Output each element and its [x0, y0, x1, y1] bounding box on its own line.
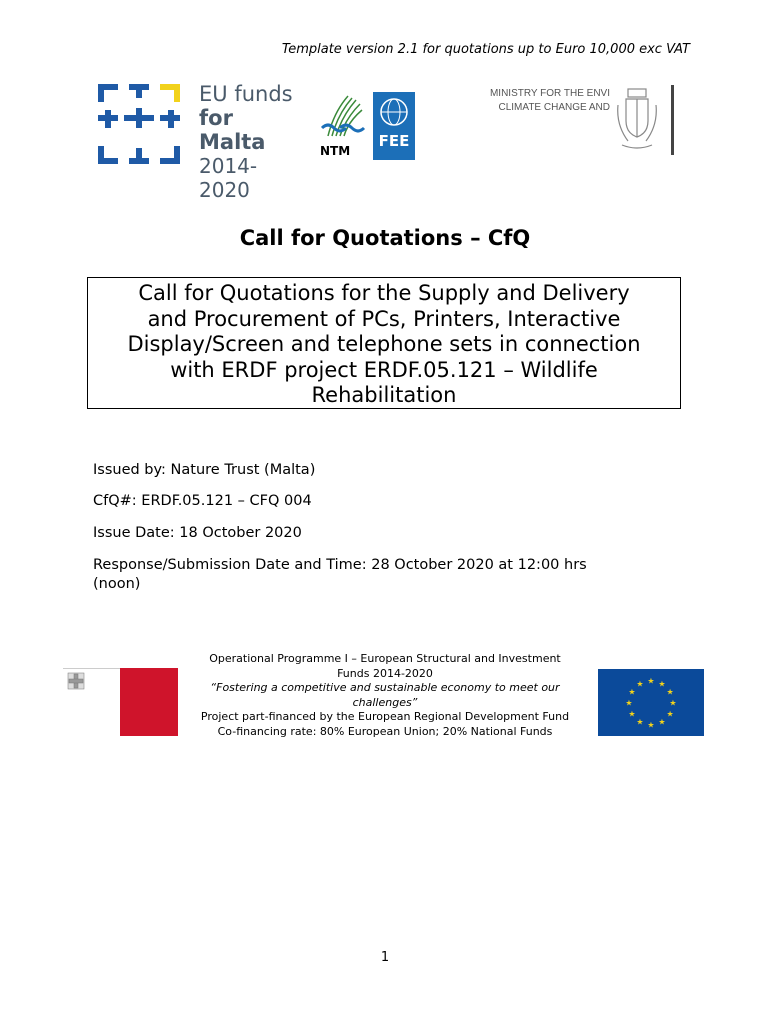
fee-logo [373, 92, 415, 160]
footer-quote1: “Fostering a competitive and sustainable economy to meet our [210, 681, 560, 694]
ntm-label: NTM [320, 144, 351, 158]
ntm-logo [318, 92, 368, 162]
footer-line3: Project part-financed by the European Regional Development Fund [200, 710, 570, 723]
eu-star-icon: ★ [647, 720, 655, 730]
response-date [93, 556, 673, 594]
malta-flag-icon [63, 668, 178, 736]
eu-star-icon: ★ [669, 698, 677, 708]
eu-funds-line3: 2014-2020 [199, 154, 258, 202]
subject-line: Rehabilitation [311, 383, 457, 407]
ntm-grass-icon [318, 92, 368, 140]
globe-icon [373, 92, 415, 130]
footer-line2: Funds 2014-2020 [337, 666, 433, 680]
eu-star-icon: ★ [636, 717, 644, 727]
ministry-line2: CLIMATE CHANGE AND [498, 102, 610, 113]
eu-flag-icon [598, 669, 704, 736]
fee-label: FEE [378, 132, 410, 150]
response-line1: Response/Submission Date and Time: 28 October 2020 at 12:00 hrs [93, 557, 587, 573]
issued-by: Issued by: Nature Trust (Malta) [93, 462, 316, 478]
subject-box [87, 277, 681, 409]
document-title: Call for Quotations – CfQ [239, 226, 531, 250]
eu-star-icon: ★ [636, 679, 644, 689]
eu-star-icon: ★ [666, 709, 674, 719]
subject-line: and Procurement of PCs, Printers, Interactive [147, 306, 621, 331]
eu-funds-malta-logo [96, 82, 301, 202]
cfq-number: CfQ#: ERDF.05.121 – CFQ 004 [93, 493, 312, 509]
eu-star-icon: ★ [625, 698, 633, 708]
header-divider [671, 85, 674, 155]
subject-line: with ERDF project ERDF.05.121 – Wildlife [170, 357, 598, 382]
footer-line1: Operational Programme I – European Structural and Investment [209, 652, 561, 665]
issue-date: Issue Date: 18 October 2020 [93, 525, 302, 541]
subject-line: Call for Quotations for the Supply and Delivery [138, 281, 630, 305]
eu-star-icon: ★ [628, 709, 636, 719]
page-number: 1 [380, 950, 390, 965]
ministry-line1: MINISTRY FOR THE ENVI [489, 88, 610, 99]
eu-star-icon: ★ [647, 676, 655, 686]
eu-star-icon: ★ [628, 687, 636, 697]
eu-funds-line1: EU funds [199, 82, 293, 106]
footer-quote2: challenges” [352, 695, 418, 709]
eu-funds-line2: for Malta [199, 106, 266, 154]
response-line2: (noon) [93, 576, 141, 592]
footer-funding-notice [180, 652, 590, 739]
eu-star-icon: ★ [658, 679, 666, 689]
eu-star-icon: ★ [666, 687, 674, 697]
footer-line4: Co-financing rate: 80% European Union; 20% National Funds [217, 724, 553, 738]
ministry-name [470, 87, 610, 115]
template-version-line: Template version 2.1 for quotations up to Euro 10,000 exc VAT [281, 42, 690, 57]
eu-star-icon: ★ [658, 717, 666, 727]
eu-funds-grid-icon [96, 82, 182, 166]
subject-line: Display/Screen and telephone sets in connection [127, 332, 641, 356]
malta-coat-of-arms-icon [614, 85, 660, 151]
